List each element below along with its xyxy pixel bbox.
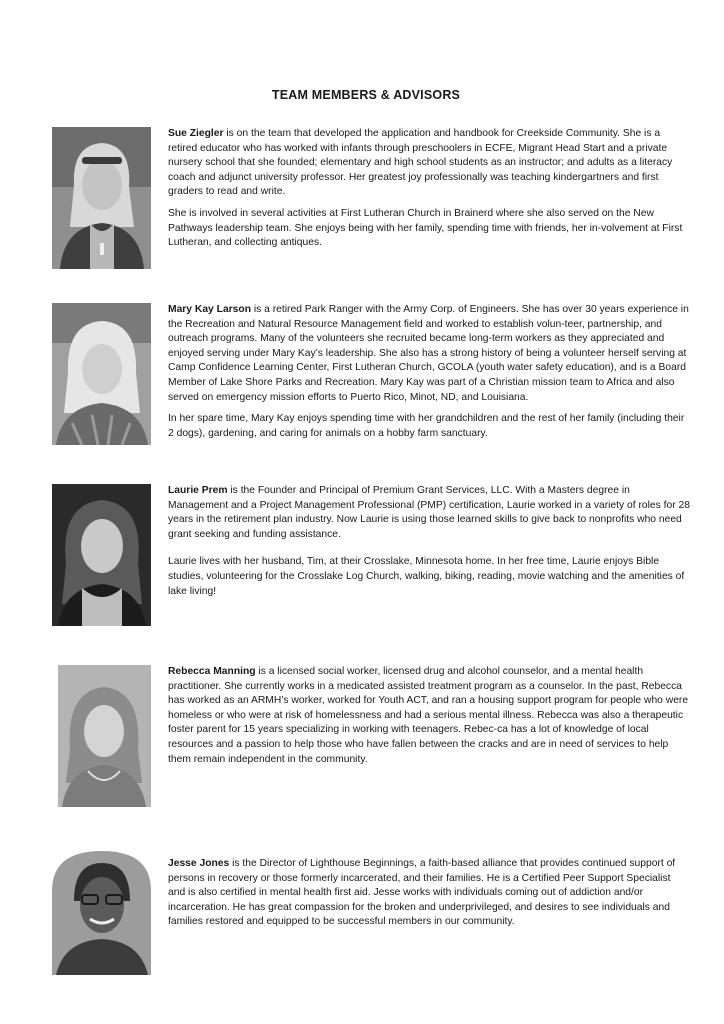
member-name: Rebecca Manning (168, 666, 256, 677)
member-bio (168, 665, 690, 774)
bio-paragraph: Mary Kay Larson is a retired Park Ranger with the Army Corp. of Engineers. She has over 30 years experience in the Recreation and Natural Resource Management field and worked to establish volun-teer, partnership, and outreach programs. Many of the volunteers she recruited became long-term workers as they appreciated and enjoyed serving under Mary Kay’s leadership. She also has a strong history of being a volunteer herself serving at Camp Confidence Learning Center, First Lutheran Church, GCOLA (youth water safety education), and is a Board Member of Lake Shore Parks and Recreation. Mary Kay was part of a Christian mission team to Africa and also served on emergency mission efforts to Puerto Rico, Minot, ND, and Louisiana. (168, 304, 689, 403)
member-name: Laurie Prem (168, 485, 228, 496)
member-name: Jesse Jones (168, 858, 230, 869)
bio-paragraph: Sue Ziegler is on the team that developed the application and handbook for Creekside Community. She is a retired educator who has worked with infants through preschoolers in ECFE, Migrant Head Start and a private nursery school that she founded; elementary and high school students as an instructor; and adults as a literacy coach and adjunct university professor. Her greatest joy professionally was teaching kindergartners and first graders to read and write. (168, 128, 673, 198)
member-bio (168, 127, 690, 258)
bio-paragraph: Rebecca Manning is a licensed social worker, licensed drug and alcohol counselor, and a mental health practitioner. She currently works in a medicated assisted treatment program as a counselor. In the past, Rebecca has worked as an ARMH’s worker, worked for Youth ACT, and ran a housing support program for people who were homeless or who were at risk of homelessness and had a serious mental illness. Rebecca was also a therapeutic foster parent for 15 years specializing in working with teenagers. Rebec-ca has a lot of knowledge of local resources and a passion to help those who have fallen between the cracks and are in need of services to help them remain independent in the community. (168, 666, 689, 765)
bio-paragraph: Laurie Prem is the Founder and Principal of Premium Grant Services, LLC. With a Masters degree in Management and a Project Management Professional (PMP) certification, Laurie worked in a variety of roles for 28 years in the retirement plan industry. Now Laurie is using those learned skills to give back to nonprofits who need grant seeking and funding assistance. (168, 485, 690, 540)
portrait-photo (52, 303, 151, 445)
member-name: Sue Ziegler (168, 128, 224, 139)
portrait-photo (58, 665, 151, 807)
portrait-photo (52, 484, 151, 626)
page-title: TEAM MEMBERS & ADVISORS (271, 88, 461, 102)
portrait-photo (52, 851, 151, 975)
bio-paragraph: She is involved in several activities at First Lutheran Church in Brainerd where she also served on the New Pathways leadership team. She enjoys being with her family, spending time with friends, her in-volvement at First Lutheran, and collecting antiques. (168, 207, 683, 249)
portrait-photo (52, 127, 151, 269)
member-bio (168, 857, 690, 937)
bio-paragraph: In her spare time, Mary Kay enjoys spending time with her grandchildren and the rest of her family (including their 2 dogs), gardening, and caring for animals on a hobby farm sanctuary. (168, 413, 685, 439)
member-bio (168, 303, 690, 448)
member-name: Mary Kay Larson (168, 304, 251, 315)
bio-paragraph: Jesse Jones is the Director of Lighthouse Beginnings, a faith-based alliance that provides continued support of persons in recovery or those formerly incarcerated, and their families. He is a Certified Peer Support Specialist and is also certified in mental health first aid. Jesse works with individuals coming out of addiction and/or incarceration. He has great compassion for the broken and underprivileged, and desires to see individuals and families restored and equipped to be successful members in our community. (168, 858, 676, 928)
bio-paragraph: Laurie lives with her husband, Tim, at their Crosslake, Minnesota home. In her free time, Laurie enjoys Bible studies, volunteering for the Crosslake Log Church, walking, biking, reading, movie watching and the amenities of lake living! (168, 556, 685, 597)
member-bio (168, 484, 690, 606)
